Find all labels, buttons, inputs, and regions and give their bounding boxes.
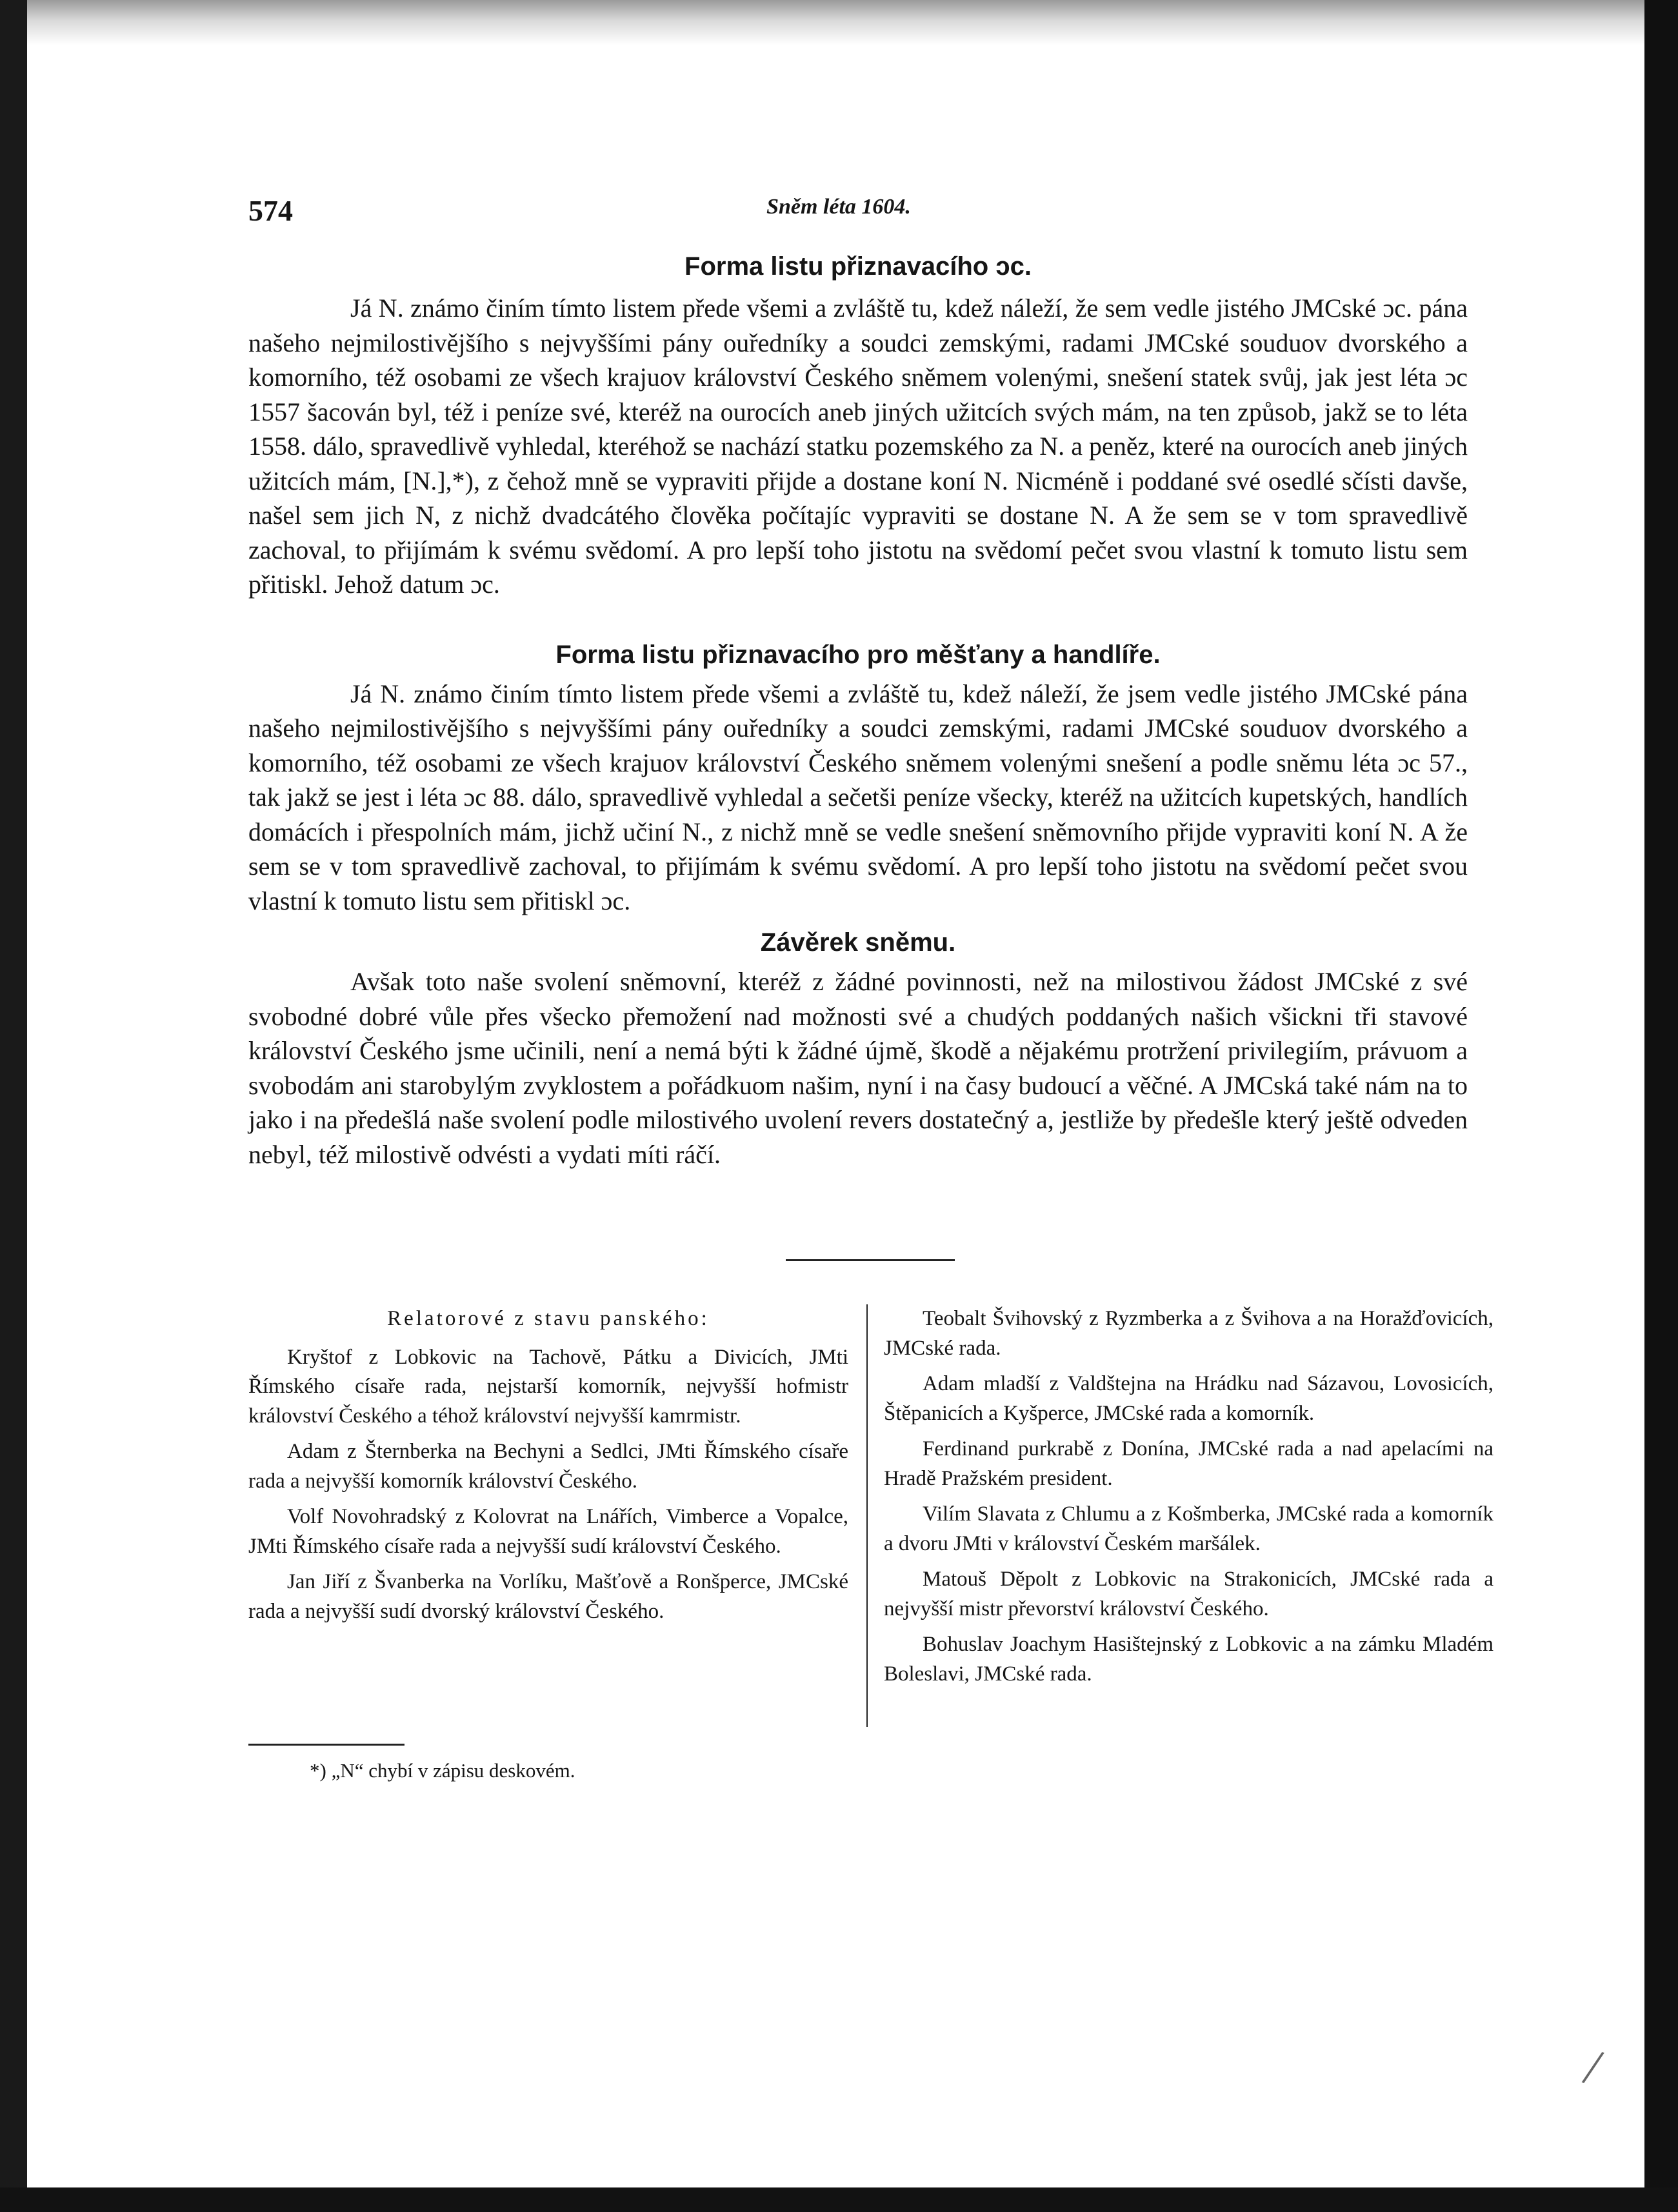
relator-entry: Ferdinand purkrabě z Donína, JMCské rada a nad apelacími na Hradě Pražském president. bbox=[884, 1437, 1493, 1490]
section-heading-mestane: Forma listu přiznavacího pro měšťany a handlíře. bbox=[555, 640, 1161, 669]
pencil-mark-icon: / bbox=[1579, 2038, 1608, 2097]
section-heading-zaverek: Závěrek sněmu. bbox=[760, 928, 956, 957]
relatores-left-column bbox=[248, 1304, 848, 1633]
scan-top-edge bbox=[0, 0, 1678, 45]
section-paragraph-zaverek: Avšak toto naše svolení sněmovní, kteréž z žádné povinnosti, než na milostivou žádost JMCské z své svobodné dobré vůle přes všecko přemožení nad možnosti své a chudých poddaných našich všickni tři stavové království Českého jsme učinili, není a nemá býti k žádné újmě, škodě a nějakému protržení privilegiím, právuom a svobodám ani starobylým zvyklostem a pořádkuom našim, nyní i na časy budoucí a věčné. A JMCská také nám na to jako i na předešlá naše svolení podle milostivého uvolení revers dostatečný a, jestliže by předešle který ještě odveden nebyl, též milostivě odvésti a vydati míti ráčí. bbox=[248, 967, 1468, 1169]
relatores-right-column bbox=[884, 1304, 1493, 1695]
relator-entry: Adam mladší z Valdštejna na Hrádku nad Sázavou, Lovosicích, Štěpanicích a Kyšperce, JMCské rada a komorník. bbox=[884, 1372, 1493, 1425]
scan-left-border bbox=[0, 0, 27, 2212]
section-divider bbox=[786, 1259, 955, 1261]
running-title: Sněm léta 1604. bbox=[766, 195, 911, 219]
relator-entry: Volf Novohradský z Kolovrat na Lnářích, Vimberce a Vopalce, JMti Římského císaře rada a nejvyšší sudí království Českého. bbox=[248, 1505, 848, 1558]
section-heading-forma-listu: Forma listu přiznavacího ɔc. bbox=[684, 252, 1032, 281]
relatores-title: Relatorové z stavu panského: bbox=[387, 1307, 710, 1330]
page-number: 574 bbox=[248, 194, 293, 227]
relator-entry: Matouš Děpolt z Lobkovic na Strakonicích, JMCské rada a nejvyšší mistr převorství království Českého. bbox=[884, 1568, 1493, 1620]
section-paragraph-mestane: Já N. známo činím tímto listem přede všemi a zvláště tu, kdež náleží, že jsem vedle jistého JMCské pána našeho nejmilostivějšího s nejvyššími pány ouředníky a soudci zemskými, radami JMCské souduov dvorského a komorního, též osobami ze všech krajuov království Českého sněmem volenými snešení a podle sněmu léta ɔc 57., tak jakž se jest i léta ɔc 88. dálo, spravedlivě vyhledal a sečetši peníze všecky, kteréž na užitcích kupetských, handlích domácích i přespolních mám, jichž učiní N., z nichž mně se vedle snešení sněmovního přijde vypraviti koní N. A že sem se v tom spravedlivě zachoval, to přijímám k svému svědomí. A pro lepší toho jistotu na svědomí pečet svou vlastní k tomuto listu sem přitiskl ɔc. bbox=[248, 679, 1468, 915]
relator-entry: Adam z Šternberka na Bechyni a Sedlci, JMti Římského císaře rada a nejvyšší komorník království Českého. bbox=[248, 1440, 848, 1493]
relator-entry: Teobalt Švihovský z Ryzmberka a z Švihova a na Horažďovicích, JMCské rada. bbox=[884, 1307, 1493, 1360]
main-text bbox=[248, 248, 1468, 1171]
relator-entry: Jan Jiří z Švanberka na Vorlíku, Mašťově a Ronšperce, JMCské rada a nejvyšší sudí dvorský království Českého. bbox=[248, 1570, 848, 1623]
relator-entry: Bohuslav Joachym Hasištejnský z Lobkovic a na zámku Mladém Boleslavi, JMCské rada. bbox=[884, 1633, 1493, 1686]
section-paragraph-forma-listu: Já N. známo činím tímto listem přede všemi a zvláště tu, kdež náleží, že sem vedle jistého JMCské ɔc. pána našeho nejmilostivějšího s nejvyššími pány ouředníky a soudci zemskými, radami JMCské souduov dvorského a komorního, též osobami ze všech krajuov království Českého sněmem volenými, snešení statek svůj, jak jest léta ɔc 1557 šacován byl, též i peníze své, kteréž na ourocích aneb jiných užitcích svých mám, na ten způsob, jakž se to léta 1558. dálo, spravedlivě vyhledal, kteréhož se nachází statku pozemského za N. a peněz, které na ourocích aneb jiných užitcích mám, [N.],*), z čehož mně se vypraviti přijde a dostane koní N. Nicméně i poddané své osedlé sčísti davše, našel sem jich N, z nichž dvadcátého člověka počítajíc vypraviti se dostane N. A že sem se v tom spravedlivě zachoval, to přijímám k svému svědomí. A pro lepší toho jistotu na svědomí pečet svou vlastní k tomuto listu sem přitiskl. Jehož datum ɔc. bbox=[248, 294, 1468, 599]
scan-bottom-border bbox=[0, 2187, 1678, 2212]
footnote-rule bbox=[248, 1744, 405, 1746]
column-rule bbox=[866, 1304, 868, 1727]
scan-right-border bbox=[1644, 0, 1678, 2212]
footnote: *) „N“ chybí v zápisu deskovém. bbox=[310, 1759, 575, 1782]
relator-entry: Vilím Slavata z Chlumu a z Košmberka, JMCské rada a komorník a dvoru JMti v království Českém maršálek. bbox=[884, 1502, 1493, 1555]
relator-entry: Kryštof z Lobkovic na Tachově, Pátku a Divicích, JMti Římského císaře rada, nejstarší komorník, nejvyšší hofmistr království Českého a téhož království nejvyšší kamrmistr. bbox=[248, 1345, 848, 1428]
